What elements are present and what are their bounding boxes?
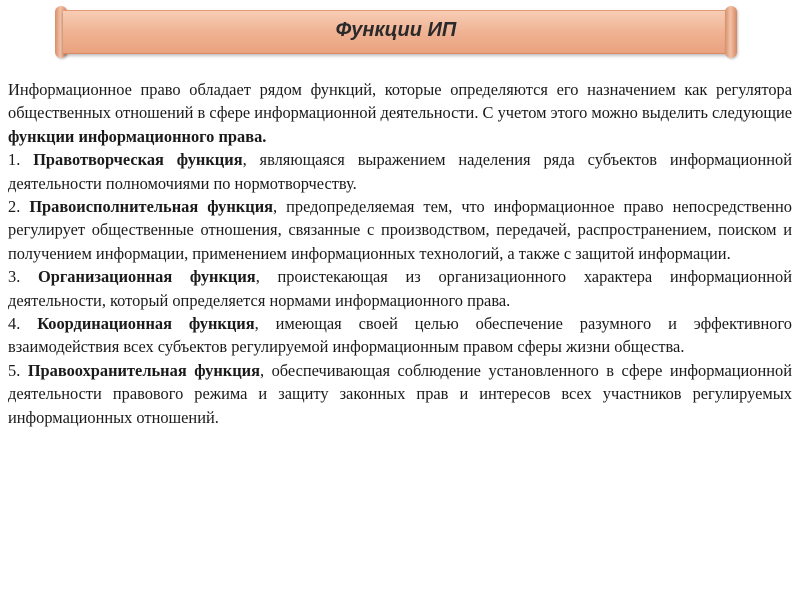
item-term: Правоисполнительная функция xyxy=(29,197,274,217)
intro-paragraph xyxy=(8,78,792,148)
item-text: , имеющая своей целью обеспечение разумного и эффективного взаимодействия всех субъектов регулируемой информационным правом сферы жизни общества. xyxy=(8,314,792,357)
item-text: , являющаяся выражением наделения ряда субъектов информационной деятельности полномочиями по нормотворчеству. xyxy=(8,150,792,193)
page-title: Функции ИП xyxy=(335,19,457,41)
list-item xyxy=(8,195,792,265)
item-number: 5. xyxy=(8,360,21,380)
item-term: Правотворческая функция xyxy=(33,150,243,170)
item-text: , проистекающая из организационного характера информационной деятельности, который определяется нормами информационного права. xyxy=(8,267,792,310)
item-number: 3. xyxy=(8,267,21,287)
list-item xyxy=(8,148,792,195)
item-term: Правоохранительная функция xyxy=(27,360,260,380)
item-text: , обеспечивающая соблюдение установленного в сфере информационной деятельности правового режима и защиту законных прав и интересов всех участников регулируемых информационных отношений. xyxy=(8,360,792,427)
item-term: Организационная функция xyxy=(38,267,256,287)
item-number: 4. xyxy=(8,314,21,334)
item-number: 1. xyxy=(8,150,21,170)
list-item xyxy=(8,312,792,359)
title-banner xyxy=(57,10,735,54)
item-number: 2. xyxy=(8,197,21,217)
intro-bold-text: функции информационного права. xyxy=(8,126,267,146)
item-text: , предопределяемая тем, что информационное право непосредственно регулирует общественные отношения, связанные с производством, передачей, распространением, поиском и получением информации, применением информационных технологий, а также с защитой информации. xyxy=(8,197,792,263)
list-item xyxy=(8,359,792,429)
main-text xyxy=(8,78,792,429)
list-item xyxy=(8,265,792,312)
item-term: Координационная функция xyxy=(37,314,255,334)
intro-text: Информационное право обладает рядом функций, которые определяются его назначением как регулятора общественных отношений в сфере информационной деятельности. С учетом этого можно выделить следующие xyxy=(8,80,792,123)
